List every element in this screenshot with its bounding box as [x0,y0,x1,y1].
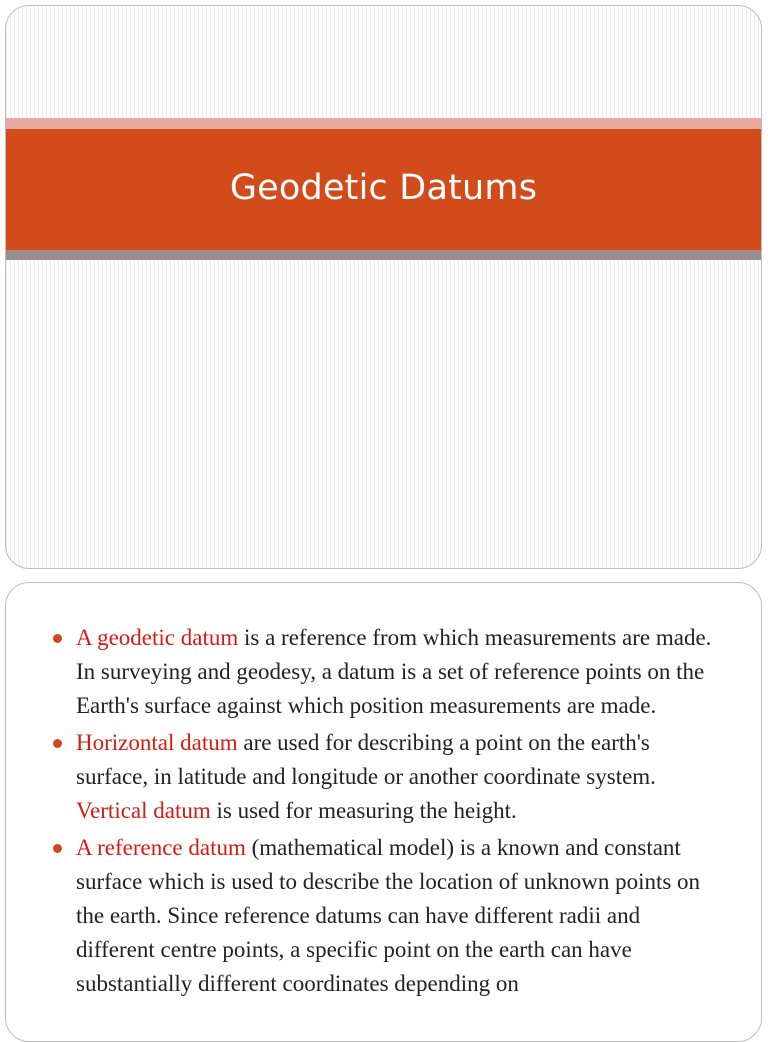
bullet-text: is used for measuring the height. [210,798,517,823]
slide-title: Geodetic Datums [229,167,538,208]
bullet-term: A reference datum [76,835,246,860]
bullet-item [49,726,719,828]
title-slide [5,5,762,569]
bullet-item [49,831,719,1001]
bullet-term: Vertical datum [76,798,211,823]
bullet-text: (mathematical model) is a known and constant surface which is used to describe the location of unknown points on the earth. Since reference datums can have different radii and different centre points, a specific point on the earth can have substantially different coordinates depending on [76,835,701,996]
bullet-text: is a reference from which measurements are made. In surveying and geodesy, a datum is a set of reference points on the Earth's surface against which position measurements are made. [76,625,712,718]
bullet-list [49,621,719,1004]
bullet-term: A geodetic datum [76,625,239,650]
bullet-dot-icon [53,739,62,748]
bullet-dot-icon [53,844,62,853]
bullet-text: are used for describing a point on the earth's surface, in latitude and longitude or another coordinate system. [76,730,656,789]
title-band-top-stripe [6,118,761,129]
title-band [6,129,761,250]
bullet-item [49,621,719,723]
bullet-dot-icon [53,634,62,643]
bullet-term: Horizontal datum [76,730,238,755]
content-slide [5,582,762,1042]
title-band-bottom-stripe [6,250,761,260]
